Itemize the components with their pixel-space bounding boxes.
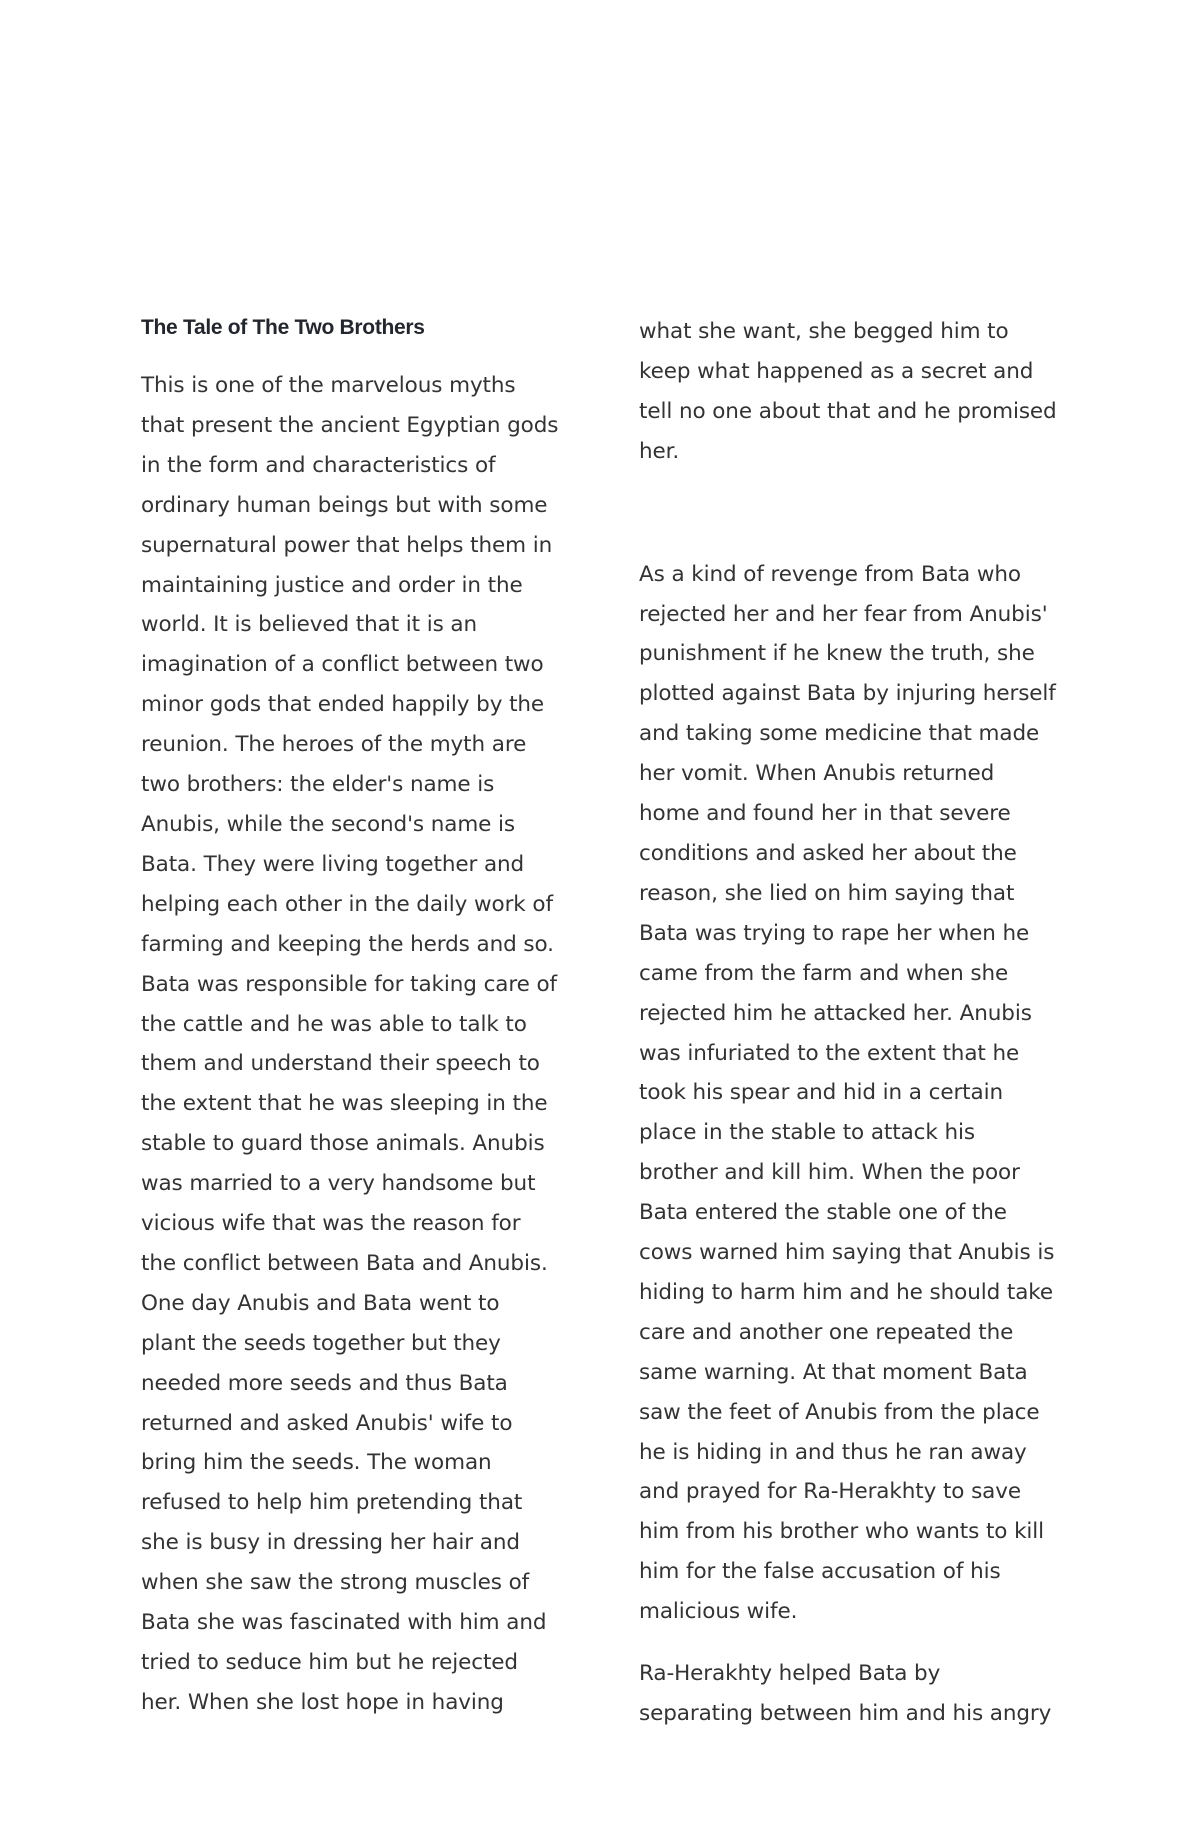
text-line: when she saw the strong muscles of xyxy=(141,1570,530,1596)
text-line: minor gods that ended happily by the xyxy=(141,692,545,718)
text-line: needed more seeds and thus Bata xyxy=(141,1370,508,1396)
text-line: she is busy in dressing her hair and xyxy=(141,1530,520,1556)
paragraph-spacer xyxy=(639,472,1069,555)
document-title: The Tale of The Two Brothers xyxy=(141,316,425,339)
paragraph-revenge xyxy=(639,555,1069,1632)
text-line: world. It is believed that it is an xyxy=(141,612,478,638)
text-line: reason, she lied on him saying that xyxy=(639,880,1015,906)
text-line: refused to help him pretending that xyxy=(141,1490,523,1516)
text-line: her vomit. When Anubis returned xyxy=(639,761,995,787)
text-line: Anubis, while the second's name is xyxy=(141,811,515,837)
text-line: One day Anubis and Bata went to xyxy=(141,1290,500,1316)
text-line: was infuriated to the extent that he xyxy=(639,1040,1020,1066)
text-line: stable to guard those animals. Anubis xyxy=(141,1131,545,1157)
text-line: As a kind of revenge from Bata who xyxy=(639,561,1021,587)
text-line: the conflict between Bata and Anubis. xyxy=(141,1250,548,1276)
text-line: home and found her in that severe xyxy=(639,801,1011,827)
text-line: plant the seeds together but they xyxy=(141,1330,501,1356)
text-line: her. When she lost hope in having xyxy=(141,1689,504,1715)
text-line: same warning. At that moment Bata xyxy=(639,1359,1028,1385)
text-line: maintaining justice and order in the xyxy=(141,572,523,598)
text-line: malicious wife. xyxy=(639,1599,798,1625)
text-line: her. xyxy=(639,438,680,464)
text-line: bring him the seeds. The woman xyxy=(141,1450,492,1476)
text-line: Ra-Herakhty helped Bata by xyxy=(639,1661,941,1687)
text-line: them and understand their speech to xyxy=(141,1051,540,1077)
text-line: took his spear and hid in a certain xyxy=(639,1080,1003,1106)
text-line: tried to seduce him but he rejected xyxy=(141,1650,518,1675)
text-line: and prayed for Ra-Herakhty to save xyxy=(639,1479,1021,1505)
text-line: keep what happened as a secret and xyxy=(639,358,1034,384)
text-line: reunion. The heroes of the myth are xyxy=(141,732,527,758)
text-line: Bata was responsible for taking care of xyxy=(141,971,558,997)
text-line: care and another one repeated the xyxy=(639,1319,1014,1345)
text-line: Bata was trying to rape her when he xyxy=(639,920,1030,946)
text-line: ordinary human beings but with some xyxy=(141,492,548,518)
text-line: him from his brother who wants to kill xyxy=(639,1519,1045,1545)
text-line: what she want, she begged him to xyxy=(639,319,1009,344)
text-line: two brothers: the elder's name is xyxy=(141,772,495,798)
text-line: hiding to harm him and he should take xyxy=(639,1279,1054,1305)
right-column xyxy=(639,312,1069,1734)
text-line: saw the feet of Anubis from the place xyxy=(639,1399,1040,1425)
text-line: plotted against Bata by injuring herself xyxy=(639,681,1056,707)
text-line: supernatural power that helps them in xyxy=(141,532,553,558)
text-line: conditions and asked her about the xyxy=(639,840,1017,866)
paragraph-continued xyxy=(639,312,1069,472)
text-line: Bata she was fascinated with him and xyxy=(141,1610,547,1636)
text-line: him for the false accusation of his xyxy=(639,1559,1001,1585)
text-line: place in the stable to attack his xyxy=(639,1120,975,1146)
text-line: cows warned him saying that Anubis is xyxy=(639,1240,1055,1266)
paragraph-ra-herakhty xyxy=(639,1654,1069,1734)
text-line: separating between him and his angry xyxy=(639,1701,1052,1726)
text-line: helping each other in the daily work of xyxy=(141,891,553,917)
left-column xyxy=(141,312,571,1723)
text-line: the extent that he was sleeping in the xyxy=(141,1091,548,1117)
text-line: came from the farm and when she xyxy=(639,960,1009,986)
text-line: farming and keeping the herds and so. xyxy=(141,931,554,957)
text-line: returned and asked Anubis' wife to xyxy=(141,1410,513,1436)
text-line: he is hiding in and thus he ran away xyxy=(639,1439,1027,1465)
text-line: vicious wife that was the reason for xyxy=(141,1211,521,1237)
text-line: brother and kill him. When the poor xyxy=(639,1160,1020,1186)
text-line: punishment if he knew the truth, she xyxy=(639,641,1035,667)
paragraph-spacer xyxy=(639,1632,1069,1654)
text-line: rejected her and her fear from Anubis' xyxy=(639,601,1048,627)
text-line: was married to a very handsome but xyxy=(141,1171,536,1197)
text-line: tell no one about that and he promised xyxy=(639,398,1057,424)
paragraph-intro xyxy=(141,366,571,1723)
text-line: imagination of a conflict between two xyxy=(141,652,544,678)
text-line: that present the ancient Egyptian gods xyxy=(141,412,559,438)
text-line: Bata entered the stable one of the xyxy=(639,1200,1007,1226)
text-line: in the form and characteristics of xyxy=(141,452,496,478)
text-line: Bata. They were living together and xyxy=(141,851,525,877)
text-line: rejected him he attacked her. Anubis xyxy=(639,1000,1032,1026)
text-line: the cattle and he was able to talk to xyxy=(141,1011,527,1037)
text-line: This is one of the marvelous myths xyxy=(141,373,516,398)
text-line: and taking some medicine that made xyxy=(639,721,1040,747)
